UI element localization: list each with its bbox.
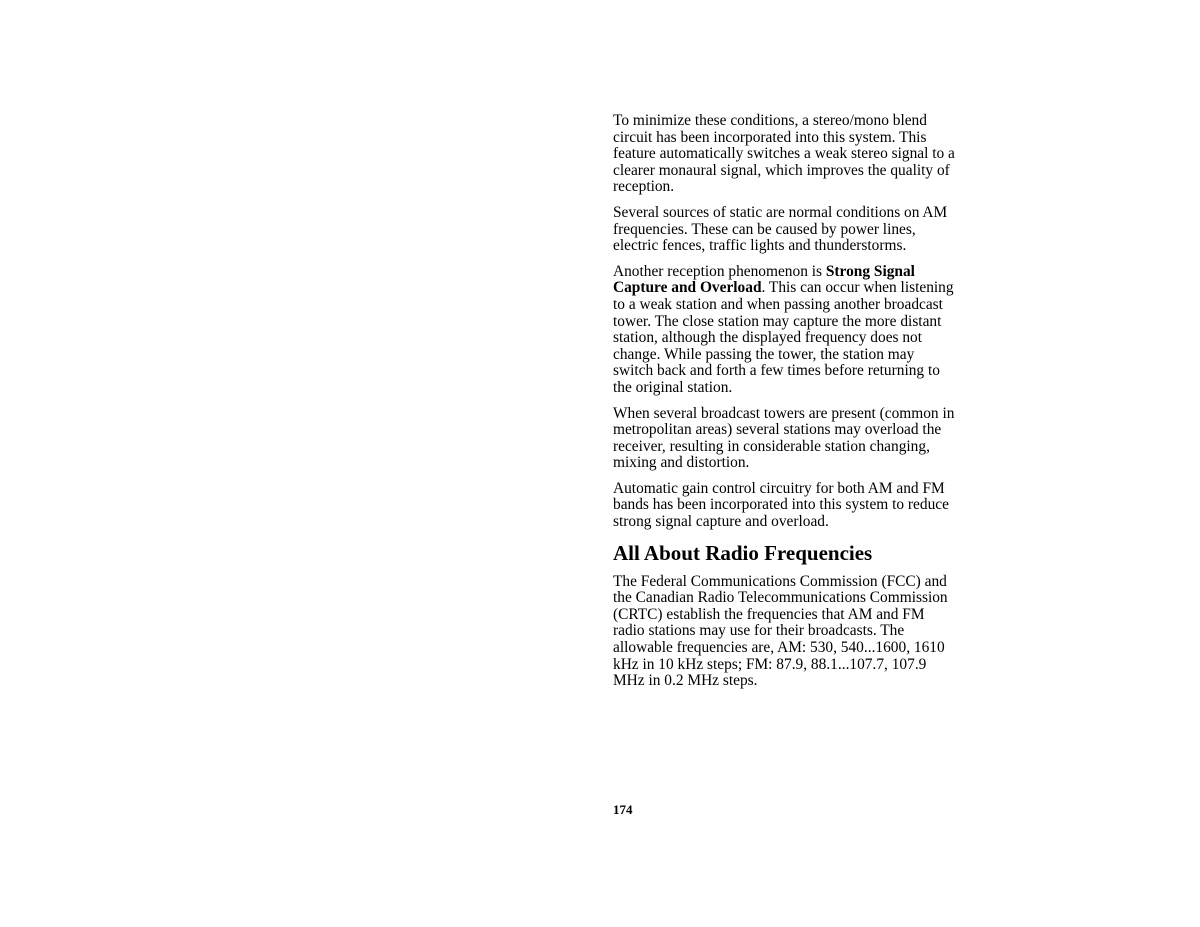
paragraph-automatic-gain-control: Automatic gain control circuitry for both AM and FM bands has been incorporated into this system to reduce strong signal capture and overload. — [613, 479, 949, 531]
paragraph-broadcast-towers: When several broadcast towers are present (common in metropolitan areas) several stations may overload the receiver, resulting in considerable station changing, mixing and distortion. — [613, 404, 955, 472]
paragraph-static-sources: Several sources of static are normal conditions on AM frequencies. These can be caused by power lines, electric fences, traffic lights and thunderstorms. — [613, 203, 948, 255]
section-heading: All About Radio Frequencies — [613, 540, 873, 565]
paragraph-strong-signal-capture — [613, 264, 958, 397]
paragraph-stereo-mono-blend: To minimize these conditions, a stereo/mono blend circuit has been incorporated into this system. This feature automatically switches a weak stereo signal to a clearer monaural signal, which improves the quality of reception. — [613, 112, 955, 196]
bold-term-strong-signal-capture: Strong Signal Capture and Overload — [613, 262, 915, 297]
paragraph-radio-frequencies: The Federal Communications Commission (FCC) and the Canadian Radio Telecommunications Commission (CRTC) establish the frequencies that AM and FM radio stations may use for their broadcasts. The allowable frequencies are, AM: 530, 540...1600, 1610 kHz in 10 kHz steps; FM: 87.9, 88.1...107.7, 107.9 MHz in 0.2 MHz steps. — [613, 572, 948, 690]
paragraph-lead-text: Another reception phenomenon is — [613, 262, 826, 280]
paragraph-trailing-text: . This can occur when listening to a weak station and when passing another broadcast tower. The close station may capture the more distant station, although the displayed frequency does not change. While passing the tower, the station may switch back and forth a few times before returning to the original station. — [613, 279, 954, 396]
page-number: 174 — [613, 802, 633, 817]
page-body — [613, 113, 958, 699]
